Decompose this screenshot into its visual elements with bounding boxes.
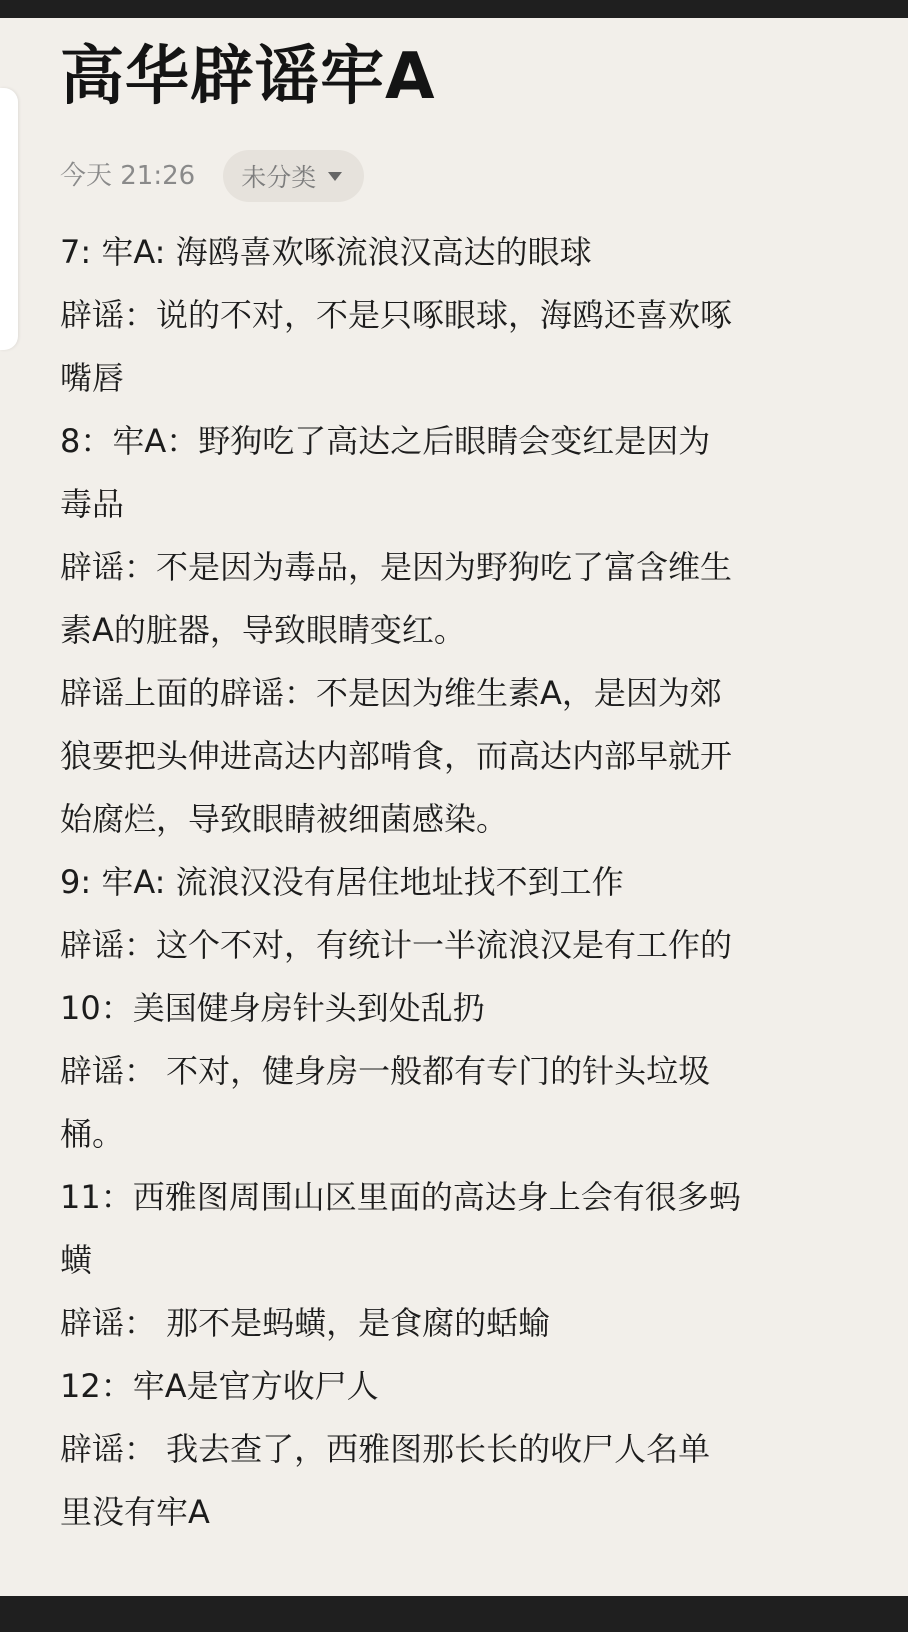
note-line: 始腐烂，导致眼睛被细菌感染。 [60, 800, 509, 838]
note-line: 11：西雅图周围山区里面的高达身上会有很多蚂 [60, 1178, 741, 1216]
category-label: 未分类 [241, 163, 317, 192]
note-line: 辟谣：说的不对，不是只啄眼球，海鸥还喜欢啄 [60, 296, 733, 334]
note-line: 毒品 [60, 485, 125, 523]
note-line: 蟥 [60, 1241, 93, 1279]
note-line: 里没有牢A [60, 1493, 210, 1531]
note-title[interactable]: 高华辟谣牢A [60, 40, 436, 114]
note-line: 狼要把头伸进高达内部啃食，而高达内部早就开 [60, 737, 733, 775]
note-line: 辟谣： 不对，健身房一般都有专门的针头垃圾 [60, 1052, 711, 1090]
note-line: 10：美国健身房针头到处乱扔 [60, 989, 485, 1027]
note-page [0, 18, 908, 1596]
note-timestamp: 今天 21:26 [60, 161, 196, 191]
note-line: 辟谣上面的辟谣：不是因为维生素A，是因为郊 [60, 674, 722, 712]
category-dropdown[interactable] [223, 150, 364, 202]
note-line: 辟谣： 那不是蚂蟥，是食腐的蛞蝓 [60, 1304, 551, 1342]
note-line: 12：牢A是官方收尸人 [60, 1367, 379, 1405]
side-panel-handle[interactable] [0, 88, 18, 350]
note-line: 素A的脏器，导致眼睛变红。 [60, 611, 466, 649]
note-body[interactable] [60, 221, 860, 1544]
note-line: 辟谣： 我去查了，西雅图那长长的收尸人名单 [60, 1430, 711, 1468]
note-line: 桶。 [60, 1115, 125, 1153]
bottom-bar [0, 1596, 908, 1632]
chevron-down-icon [328, 172, 342, 181]
note-line: 辟谣：这个不对，有统计一半流浪汉是有工作的 [60, 926, 733, 964]
note-line: 8：牢A：野狗吃了高达之后眼睛会变红是因为 [60, 422, 711, 460]
note-line: 辟谣：不是因为毒品，是因为野狗吃了富含维生 [60, 548, 733, 586]
note-line: 9: 牢A: 流浪汉没有居住地址找不到工作 [60, 863, 624, 901]
note-line: 7: 牢A: 海鸥喜欢啄流浪汉高达的眼球 [60, 233, 592, 271]
note-meta [60, 146, 364, 206]
note-line: 嘴唇 [60, 359, 125, 397]
